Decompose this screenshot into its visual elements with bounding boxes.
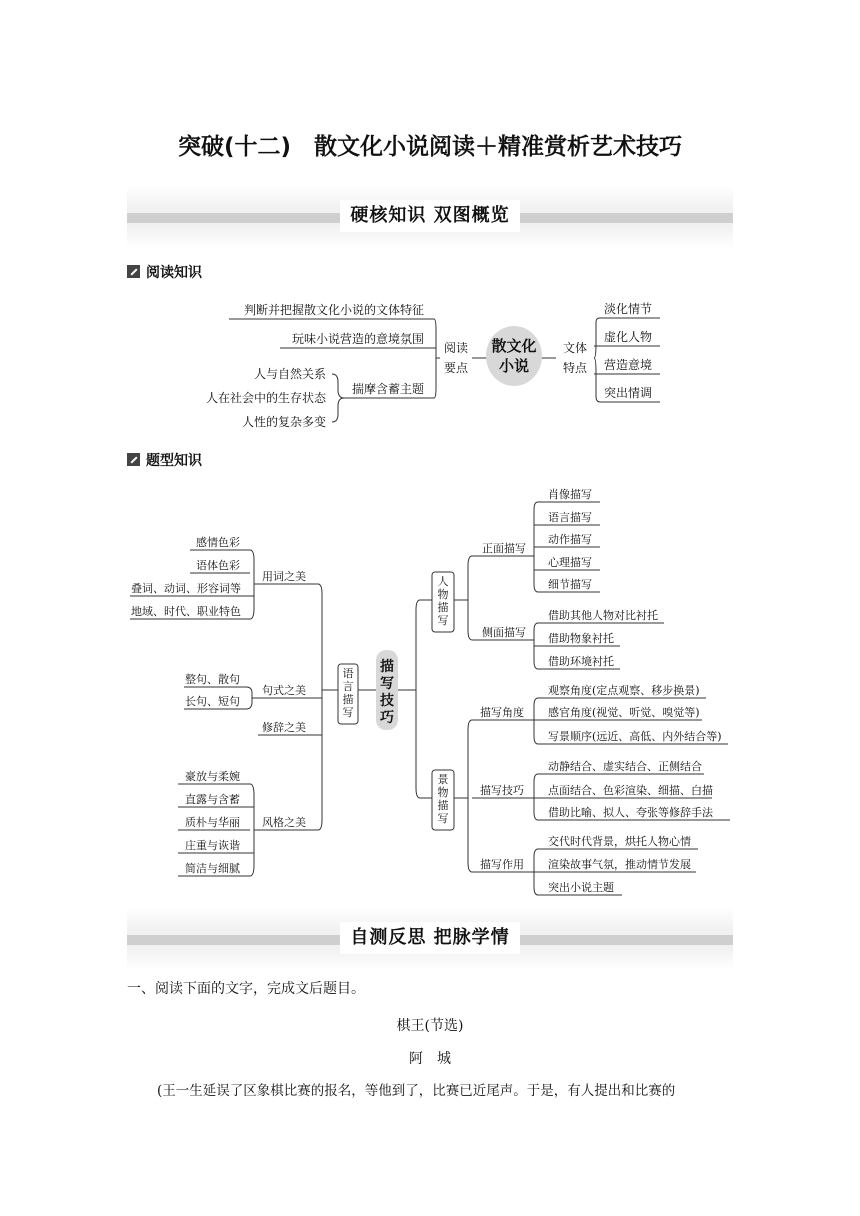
body-text: (王一生延误了区象棋比赛的报名，等他到了，比赛已近尾声。于是，有人提出和比赛的 [157, 1083, 676, 1099]
map-item: 人与自然关系 [253, 367, 326, 381]
map-item: 突出小说主题 [548, 881, 614, 894]
map-item: 虚化人物 [604, 330, 653, 344]
map-item: 点面结合、色彩渲染、细描、白描 [548, 784, 713, 797]
hub-label: 要点 [443, 361, 469, 375]
map-item: 交代时代背景，烘托人物心情 [548, 835, 691, 848]
map-item: 玩味小说营造的意境氛围 [291, 332, 424, 346]
pencil-icon [127, 265, 140, 278]
map-item: 简洁与细腻 [185, 862, 240, 875]
map-item: 淡化情节 [604, 302, 653, 316]
map-node: 正面描写 [482, 542, 526, 555]
map-node: 句式之美 [262, 684, 306, 697]
map-node: 描写技巧 [480, 784, 524, 797]
vertical-char: 描 [342, 693, 354, 706]
section-label: 阅读知识 [146, 265, 202, 281]
map-item: 心理描写 [548, 556, 592, 569]
map-item: 渲染故事气氛，推动情节发展 [548, 858, 691, 871]
question-type-knowledge-map [0, 480, 860, 894]
vertical-char: 物 [437, 786, 449, 799]
map-node: 侧面描写 [482, 626, 526, 639]
map-item: 观察角度(定点观察、移步换景) [548, 684, 700, 697]
map-item: 肖像描写 [548, 488, 592, 501]
center-char: 巧 [380, 710, 394, 726]
map-node: 风格之美 [262, 816, 306, 829]
map-node: 描写角度 [480, 706, 524, 719]
banner-label: 自测反思 把脉学情 [340, 922, 520, 954]
map-item: 人在社会中的生存状态 [205, 391, 326, 405]
vertical-char: 景 [437, 773, 449, 786]
vertical-char: 描 [437, 799, 449, 812]
center-label: 小说 [498, 357, 530, 375]
section-heading-reading [127, 262, 202, 282]
section-banner-knowledge [127, 186, 733, 248]
vertical-char: 言 [342, 680, 354, 693]
vertical-char: 语 [342, 667, 354, 680]
map-item: 语体色彩 [196, 559, 240, 572]
center-node [486, 326, 542, 386]
map-item: 借助环境衬托 [548, 655, 614, 668]
map-item: 直露与含蓄 [185, 793, 240, 806]
section-heading-question-types [127, 450, 202, 470]
map-item: 庄重与诙谐 [185, 839, 240, 852]
map-item: 揣摩含蓄主题 [351, 382, 424, 396]
center-char: 技 [380, 693, 394, 709]
map-item: 长句、短句 [185, 695, 240, 708]
banner-label: 硬核知识 双图概览 [340, 200, 520, 232]
map-item: 判断并把握散文化小说的文体特征 [243, 303, 424, 317]
map-item: 营造意境 [604, 358, 653, 372]
map-item: 人性的复杂多变 [241, 415, 326, 429]
map-item: 语言描写 [548, 511, 592, 524]
map-node: 描写作用 [480, 858, 524, 871]
map-item: 借助物象衬托 [548, 632, 614, 645]
vertical-char: 写 [437, 614, 449, 627]
story-title: 棋王(节选) [396, 1018, 464, 1034]
hub-label: 特点 [562, 361, 588, 375]
hub-label: 阅读 [443, 341, 469, 355]
map-item: 借助其他人物对比衬托 [548, 609, 658, 622]
page-title: 突破(十二) 散文化小说阅读＋精准赏析艺术技巧 [177, 134, 683, 160]
map-item: 感情色彩 [196, 536, 240, 549]
map-node: 修辞之美 [262, 721, 306, 734]
map-item: 动作描写 [548, 533, 592, 546]
map-item: 动静结合、虚实结合、正侧结合 [548, 760, 702, 773]
vertical-char: 写 [437, 812, 449, 825]
map-item: 地域、时代、职业特色 [131, 605, 241, 618]
map-node: 用词之美 [262, 570, 306, 583]
map-item: 整句、散句 [185, 673, 240, 686]
reading-knowledge-map [0, 290, 860, 440]
hub-label: 文体 [562, 341, 588, 355]
pencil-icon [127, 453, 140, 466]
center-char: 写 [380, 676, 394, 692]
map-item: 质朴与华丽 [185, 816, 240, 829]
map-item: 突出情调 [604, 386, 653, 400]
vertical-char: 写 [342, 706, 354, 719]
section-banner-selftest [127, 908, 733, 970]
vertical-char: 物 [437, 588, 449, 601]
map-item: 写景顺序(远近、高低、内外结合等) [548, 730, 722, 743]
map-item: 感官角度(视觉、听觉、嗅觉等) [548, 706, 700, 719]
center-label: 散文化 [491, 337, 537, 355]
map-item: 借助比喻、拟人、夸张等修辞手法 [548, 806, 713, 819]
vertical-char: 人 [437, 575, 449, 588]
vertical-char: 描 [437, 601, 449, 614]
map-item: 细节描写 [548, 578, 592, 591]
question-prompt: 一、阅读下面的文字，完成文后题目。 [127, 981, 365, 997]
center-char: 描 [380, 659, 394, 675]
map-item: 叠词、动词、形容词等 [131, 582, 241, 595]
map-item: 豪放与柔婉 [185, 770, 240, 783]
section-label: 题型知识 [146, 453, 202, 469]
story-author: 阿 城 [409, 1051, 451, 1067]
